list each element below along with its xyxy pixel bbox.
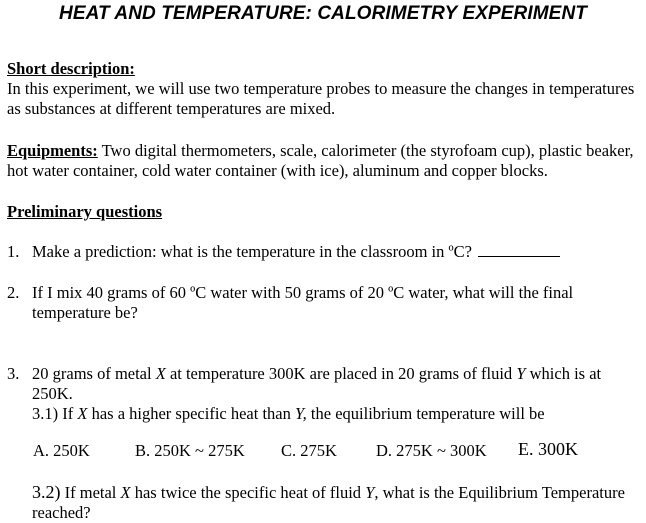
- question-text: 3.2) If metal X has twice the specific heat of fluid Y, what is the Equilibrium Temperature reached?: [32, 482, 625, 522]
- option-e[interactable]: E. 300K: [518, 439, 578, 459]
- short-description-section: [7, 59, 641, 119]
- question-number: 1.: [7, 242, 20, 261]
- preliminary-section: [7, 202, 641, 222]
- answer-blank[interactable]: [478, 242, 560, 257]
- sub-question-3-1: 3.1) If X has a higher specific heat than Y, the equilibrium temperature will be: [32, 404, 545, 423]
- question-number: 2.: [7, 283, 20, 302]
- equipments-text: Two digital thermometers, scale, calorimeter (the styrofoam cup), plastic beaker, hot water container, cold water container (with ice), aluminum and copper blocks.: [7, 141, 634, 180]
- option-a[interactable]: A. 250K: [33, 441, 90, 460]
- option-d[interactable]: D. 275K ~ 300K: [376, 441, 487, 460]
- question-text: 20 grams of metal X at temperature 300K are placed in 20 grams of fluid Y which is at 250K.: [32, 364, 602, 403]
- question-text: If I mix 40 grams of 60 ºC water with 50 grams of 20 ºC water, what will the final temperature be?: [32, 283, 574, 322]
- equipments-section: [7, 141, 641, 181]
- answer-options: [33, 441, 633, 461]
- short-description-heading: Short description:: [7, 59, 135, 78]
- equipments-heading: Equipments:: [7, 141, 98, 160]
- short-description-text: In this experiment, we will use two temperature probes to measure the changes in temperatures as substances at different temperatures are mixed.: [7, 79, 635, 118]
- question-number: 3.: [7, 364, 20, 383]
- question-3: [7, 364, 641, 424]
- preliminary-heading: Preliminary questions: [7, 202, 163, 221]
- option-b[interactable]: B. 250K ~ 275K: [135, 441, 245, 460]
- question-2: [7, 283, 641, 323]
- question-1: [7, 242, 641, 262]
- option-c[interactable]: C. 275K: [281, 441, 337, 460]
- page-title: HEAT AND TEMPERATURE: CALORIMETRY EXPERIMENT: [59, 3, 587, 24]
- question-text: Make a prediction: what is the temperature in the classroom in ºC?: [32, 242, 472, 261]
- sub-question-3-2: [7, 482, 641, 523]
